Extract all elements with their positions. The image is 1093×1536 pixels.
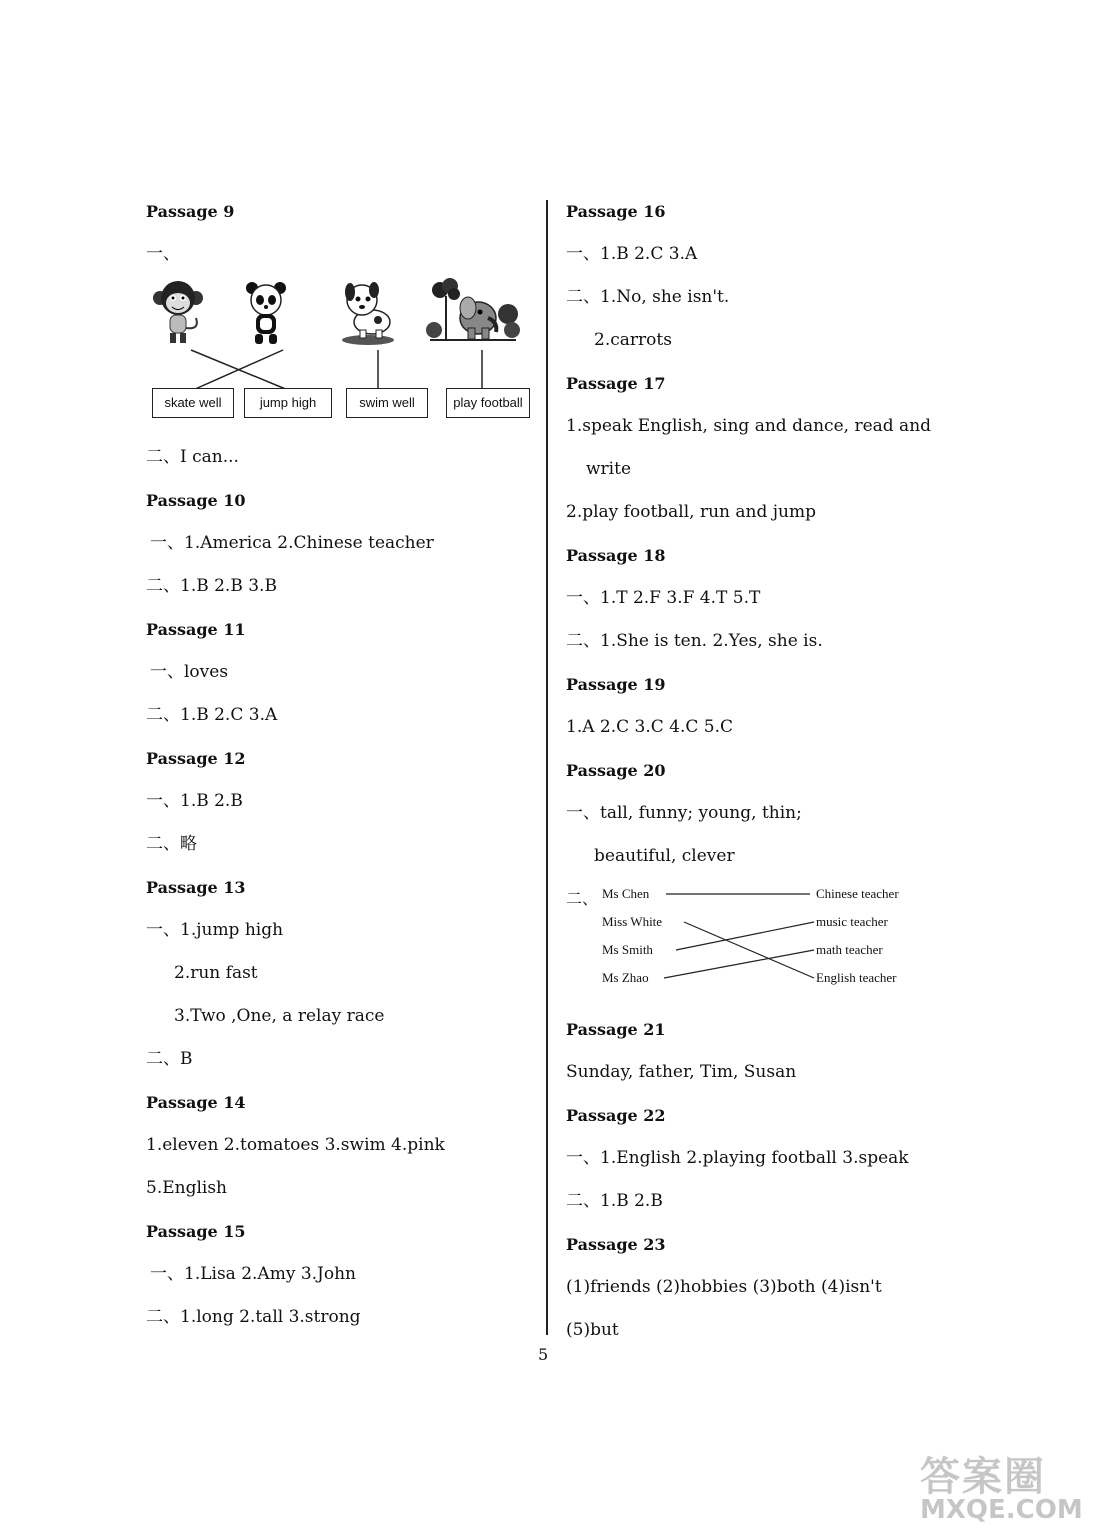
passage-9-section-1: 一、 <box>146 244 180 264</box>
passage-23-line-2: (5)but <box>566 1320 619 1340</box>
passage-15-title: Passage 15 <box>146 1222 246 1241</box>
passage-13-line-4: 二、B <box>146 1049 193 1069</box>
passage-14-title: Passage 14 <box>146 1093 246 1112</box>
play-football-box: play football <box>446 388 530 418</box>
passage-9-title: Passage 9 <box>146 202 235 221</box>
watermark-cn: 答案圈 <box>920 1453 1046 1500</box>
passage-10-line-2: 二、1.B 2.B 3.B <box>146 576 277 596</box>
passage-13-line-3: 3.Two ,One, a relay race <box>174 1006 385 1026</box>
passage-15-line-1: 一、1.Lisa 2.Amy 3.John <box>150 1264 357 1284</box>
passage-22-line-2: 二、1.B 2.B <box>566 1191 663 1211</box>
page-number: 5 <box>538 1345 549 1364</box>
line-white-english <box>684 922 814 978</box>
right-column <box>566 190 966 1352</box>
passage-17-line-3: 2.play football, run and jump <box>566 502 816 522</box>
passage-16-line-1: 一、1.B 2.C 3.A <box>566 244 698 264</box>
passage-12-line-1: 一、1.B 2.B <box>146 791 243 811</box>
passage-22-title: Passage 22 <box>566 1106 666 1125</box>
passage-9-section-2: 二、I can... <box>146 447 239 467</box>
passage-18-line-1: 一、1.T 2.F 3.F 4.T 5.T <box>566 588 761 608</box>
passage-17-line-1: 1.speak English, sing and dance, read and <box>566 416 932 436</box>
passage-12-title: Passage 12 <box>146 749 246 768</box>
passage-11-line-2: 二、1.B 2.C 3.A <box>146 705 278 725</box>
passage-12-line-2: 二、略 <box>146 834 197 854</box>
job-chinese-teacher: Chinese teacher <box>816 886 899 901</box>
passage-13-line-1: 一、1.jump high <box>146 920 284 940</box>
job-math-teacher: math teacher <box>816 942 883 957</box>
passage-18-title: Passage 18 <box>566 546 666 565</box>
passage-10-title: Passage 10 <box>146 491 246 510</box>
watermark-logo <box>900 1445 1090 1535</box>
passage-17-title: Passage 17 <box>566 374 666 393</box>
passage-23-line-1: (1)friends (2)hobbies (3)both (4)isn't <box>566 1277 882 1297</box>
passage-20-title: Passage 20 <box>566 761 666 780</box>
passage-20-line-2: beautiful, clever <box>594 846 735 866</box>
line-zhao-math <box>664 950 814 978</box>
skate-well-box: skate well <box>152 388 234 418</box>
job-english-teacher: English teacher <box>816 970 897 985</box>
animal-matching-figure <box>146 276 536 436</box>
passage-16-title: Passage 16 <box>566 202 666 221</box>
passage-21-line-1: Sunday, father, Tim, Susan <box>566 1062 797 1082</box>
passage-19-line-1: 1.A 2.C 3.C 4.C 5.C <box>566 717 734 737</box>
passage-20-section-2: 二、 <box>566 891 599 908</box>
passage-10-line-1: 一、1.America 2.Chinese teacher <box>150 533 434 553</box>
passage-11-line-1: 一、loves <box>150 662 229 682</box>
passage-11-title: Passage 11 <box>146 620 246 639</box>
passage-23-title: Passage 23 <box>566 1235 666 1254</box>
passage-22-line-1: 一、1.English 2.playing football 3.speak <box>566 1148 909 1168</box>
passage-17-line-2: write <box>586 459 632 479</box>
column-divider <box>546 200 548 1335</box>
line-smith-music <box>676 922 814 950</box>
name-ms-chen: Ms Chen <box>602 886 650 901</box>
passage-20-line-1: 一、tall, funny; young, thin; <box>566 803 802 823</box>
passage-13-line-2: 2.run fast <box>174 963 258 983</box>
teacher-matching-lines <box>566 878 966 1008</box>
passage-21-title: Passage 21 <box>566 1020 666 1039</box>
swim-well-box: swim well <box>346 388 428 418</box>
passage-14-line-2: 5.English <box>146 1178 228 1198</box>
passage-13-title: Passage 13 <box>146 878 246 897</box>
passage-18-line-2: 二、1.She is ten. 2.Yes, she is. <box>566 631 823 651</box>
teacher-matching-figure <box>566 878 966 1008</box>
name-miss-white: Miss White <box>602 914 663 929</box>
watermark-en: MXQE.COM <box>920 1495 1083 1525</box>
passage-19-title: Passage 19 <box>566 675 666 694</box>
passage-14-line-1: 1.eleven 2.tomatoes 3.swim 4.pink <box>146 1135 445 1155</box>
name-ms-smith: Ms Smith <box>602 942 653 957</box>
passage-16-line-3: 2.carrots <box>594 330 672 350</box>
passage-15-line-2: 二、1.long 2.tall 3.strong <box>146 1307 361 1327</box>
jump-high-box: jump high <box>244 388 332 418</box>
passage-16-line-2: 二、1.No, she isn't. <box>566 287 730 307</box>
job-music-teacher: music teacher <box>816 914 888 929</box>
name-ms-zhao: Ms Zhao <box>602 970 649 985</box>
left-column <box>146 190 536 1339</box>
